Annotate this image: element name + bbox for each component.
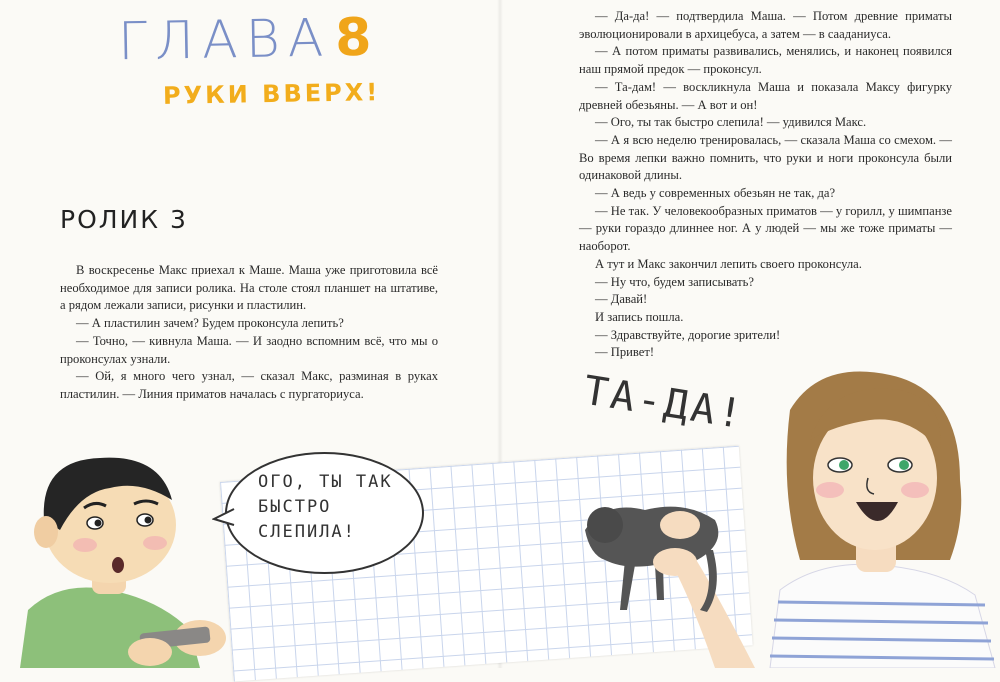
paragraph: — Точно, — кивнула Маша. — И заодно вспомним всё, что мы о проконсулах узнали. (60, 333, 438, 366)
section-title: РОЛИК 3 (60, 205, 188, 234)
paragraph: — Ой, я много чего узнал, — сказал Макс, разминая в руках пластилин. — Линия приматов началась с пургаториуса. (60, 369, 438, 401)
boy-illustration (0, 440, 260, 668)
paragraph: — А я всю неделю тренировалась, — сказала Маша со смехом. — Во время лепки важно помнить, что руки и ноги проконсула были одинаковой длины. (579, 132, 952, 183)
speech-bubble-text (258, 470, 418, 545)
left-text-block (60, 262, 438, 404)
paragraph: — Здравствуйте, дорогие зрители! (595, 327, 781, 342)
paragraph: — А пластилин зачем? Будем проконсула лепить? (76, 316, 344, 331)
paragraph: — Ого, ты так быстро слепила! — удивился Макс. (595, 115, 867, 130)
exclamation-text: ТА-ДА! (580, 367, 749, 439)
speech-line: БЫСТРО (258, 497, 332, 517)
speech-line: СЛЕПИЛА! (258, 522, 356, 542)
paragraph: — Не так. У человекообразных приматов — у горилл, у шимпанзе — руки гораздо длиннее ног. А у людей — мы же тоже приматы — наоборот. (579, 203, 952, 254)
clay-monkey-figure (565, 470, 795, 668)
girl-illustration (760, 370, 1000, 668)
paragraph: — А потом приматы развивались, менялись, и наконец появился наш прямой предок — проконсул. (579, 44, 952, 77)
chapter-word: ГЛАВА (117, 8, 332, 73)
paragraph: А тут и Макс закончил лепить своего проконсула. (595, 256, 862, 271)
paragraph: — А ведь у современных обезьян не так, да? (595, 186, 836, 201)
chapter-subtitle: РУКИ ВВЕРХ! (162, 78, 381, 110)
paragraph: — Да-да! — подтвердила Маша. — Потом древние приматы эволюционировали в архицебуса, а затем — в сааданиуса. (579, 9, 952, 41)
right-text-block (579, 8, 952, 362)
paragraph: — Та-дам! — воскликнула Маша и показала Максу фигурку древней обезьяны. — А вот и он! (579, 79, 952, 112)
chapter-number: 8 (334, 7, 372, 69)
paragraph: И запись пошла. (595, 309, 684, 324)
speech-line: ОГО, ТЫ ТАК (258, 472, 393, 492)
paragraph: — Привет! (595, 345, 655, 360)
chapter-heading (117, 8, 371, 72)
speech-bubble-tail (212, 505, 236, 529)
paragraph: — Ну что, будем записывать? (595, 274, 754, 289)
paragraph: — Давай! (595, 292, 648, 307)
paragraph: В воскресенье Макс приехал к Маше. Маша уже приготовила всё необходимое для записи ролика. На столе стоял планшет на штативе, а рядом лежали записи, рисунки и пластилин. (60, 263, 438, 313)
